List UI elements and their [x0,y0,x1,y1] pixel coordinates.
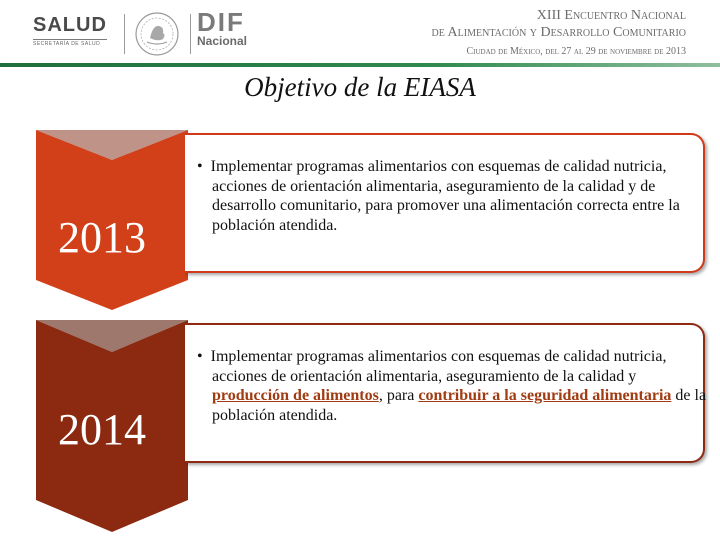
mexico-seal-icon [133,11,181,57]
page-title: Objetivo de la EIASA [244,72,476,102]
event-subtitle: de Alimentación y Desarrollo Comunitario [431,25,686,40]
salud-logo-subtitle: SECRETARÍA DE SALUD [33,41,101,47]
objective-box-2014 [185,323,705,463]
highlight-produccion-alimentos: producción de alimentos [212,387,379,404]
header-rule [0,63,720,67]
objective-box-2013 [185,133,705,273]
event-dates: Ciudad de México, del 27 al 29 de noviembre de 2013 [466,46,686,57]
event-banner [432,7,687,59]
objective-text-2014: • Implementar programas alimentarios con esquemas de calidad nutricia, acciones de orientación alimentaria, aseguramiento de la calidad y producción de alimentos, para contribuir a la seguridad alimentaria de la población atendida. [197,348,707,424]
logo-divider [124,14,125,54]
dif-logo-word: DIF [197,7,245,37]
dif-logo-subtitle: Nacional [197,34,248,48]
objective-text-2014-part-e: de la población atendida. [212,387,707,424]
salud-logo-rule [33,39,107,40]
objective-text-2013-body: Implementar programas alimentarios con esquemas de calidad nutricia, acciones de orientación alimentaria, aseguramiento de la calidad y de desarrollo comunitario, para promover una alimentación correcta entre la población atendida. [210,158,680,234]
salud-logo [33,14,113,47]
objective-text-2014-part-c: , para [378,387,419,404]
logo-divider [190,14,191,54]
objective-text-2013: • Implementar programas alimentarios con esquemas de calidad nutricia, acciones de orientación alimentaria, aseguramiento de la calidad y de desarrollo comunitario, para promover una alimentación correcta entre la población atendida. [197,158,680,234]
objective-text-2014-part-a: Implementar programas alimentarios con esquemas de calidad nutricia, acciones de orientación alimentaria, aseguramiento de la calidad y [210,348,667,385]
event-title: XIII Encuentro Nacional [536,8,686,23]
highlight-seguridad-alimentaria: contribuir a la seguridad alimentaria [418,387,672,404]
year-label-2013: 2013 [58,213,146,262]
year-label-2014: 2014 [58,405,146,454]
salud-logo-word: SALUD [33,14,107,36]
header-bar [0,0,720,68]
dif-logo [197,9,247,48]
